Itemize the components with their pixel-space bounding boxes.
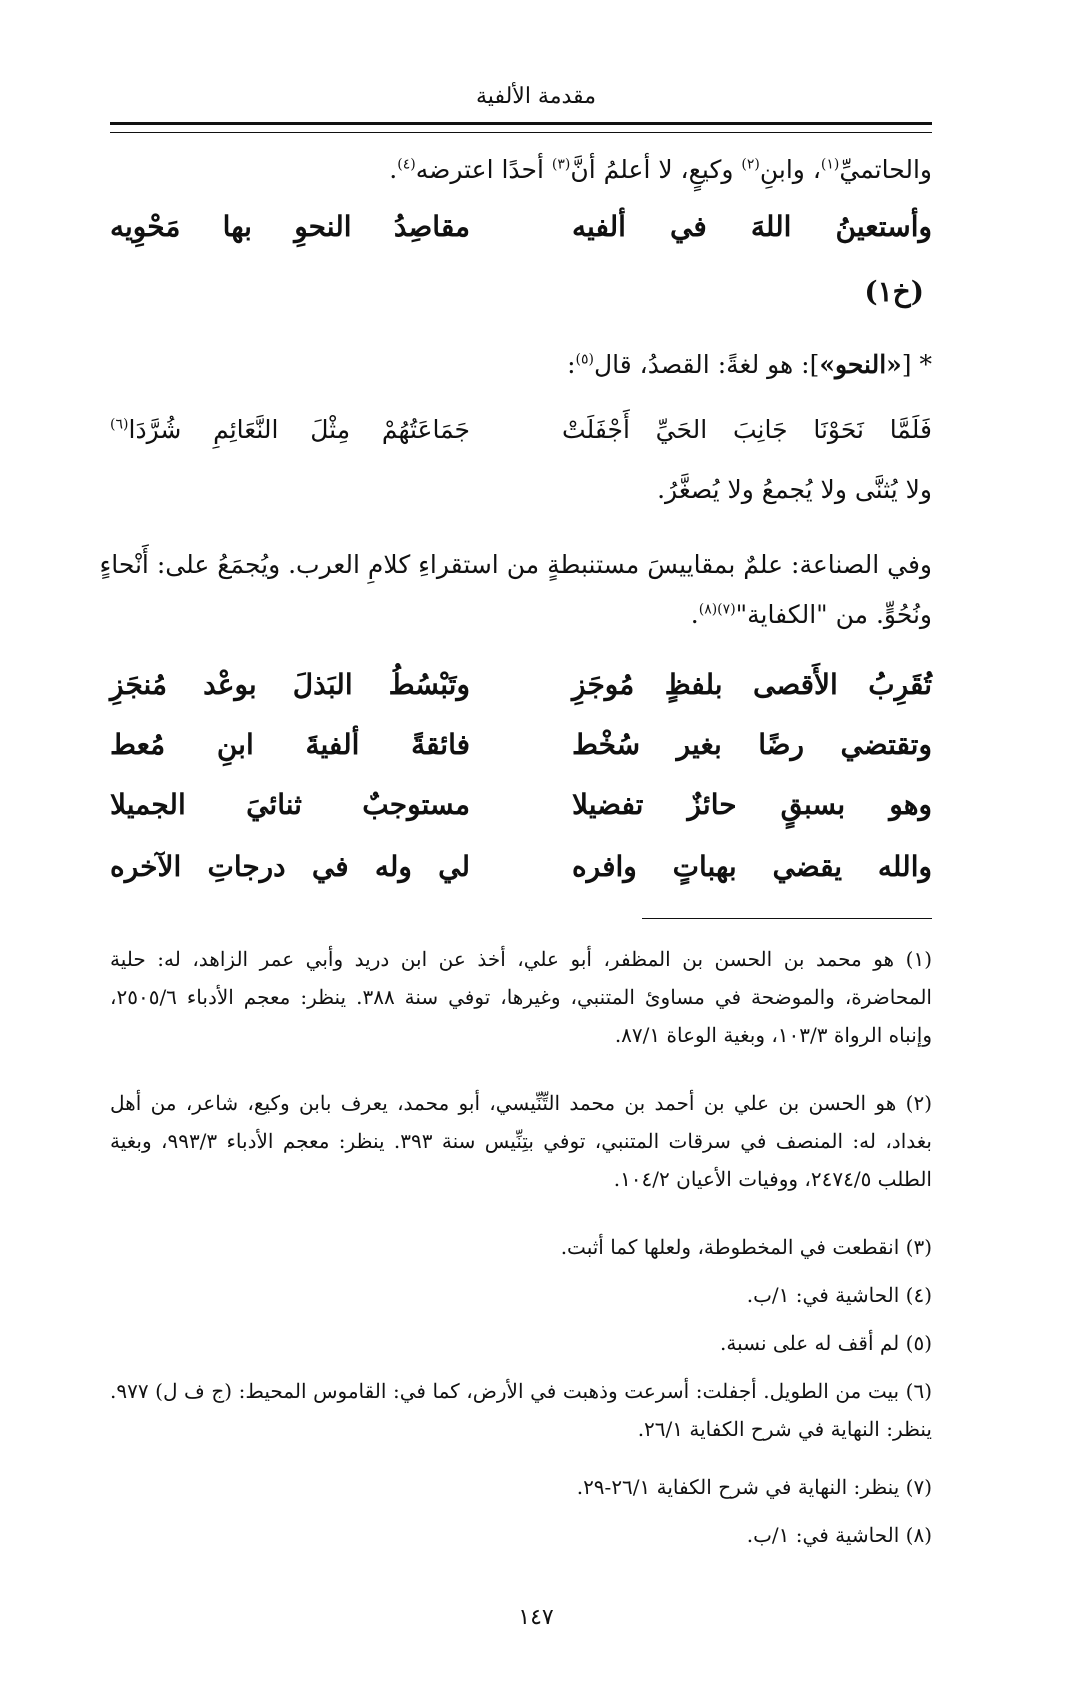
poem-second-hemistich [110,415,470,444]
verse-second-hemistich [110,850,470,883]
verse-word: الأَقصى [753,668,838,701]
verse-word: وهو [889,788,932,821]
verse-word: ألفيه [572,210,626,243]
verse-first-hemistich [572,788,932,821]
gloss-star: * [ [901,350,932,379]
verse-word: اللهَ [750,210,792,243]
poem-word: النَّعَائِمِ [213,415,279,444]
footnote: (١) هو محمد بن الحسن بن المظفر، أبو علي، أخذ عن ابن دريد وأبي عمر الزاهد، له: حلية المحاضرة، والموضحة في مساوئ المتنبي، وغيرها، توفي سنة ٣٨٨. ينظر: معجم الأدباء ٢٥٠٥/٦، وإنباه الرواة ١٠٣/٣، وبغية الوعاة ٨٧/١. [110,947,932,1047]
verse-word: بها [222,210,252,243]
verse-word: البَذلَ [292,668,353,701]
header-rule-thin [110,132,932,133]
verse-line [110,788,932,821]
verse-word: بسبقٍ [780,788,846,821]
verse-first-hemistich [572,850,932,883]
definition-end: . [690,600,699,629]
footnote: (٤) الحاشية في: ١/ب. [746,1283,932,1307]
running-header: مقدمة الألفية [476,84,596,109]
poem-line [110,415,932,444]
intro-text-3: وكيعٍ، لا أعلمُ أنَّ [570,155,742,184]
poem-word: نَحَوْنَا [813,415,864,444]
verse-word: مُعط [110,728,166,761]
verse-word: وتقتضي [840,728,932,761]
definition-text: ونُحُوٍّ. من "الكفاية" [735,600,932,629]
page-number: ١٤٧ [518,1605,554,1630]
verse-word: ابنِ [216,728,254,761]
footnote: (٦) بيت من الطويل. أجفلت: أسرعت وذهبت في الأرض، كما في: القاموس المحيط: (ج ف ل) ٩٧٧. ينظر: النهاية في شرح الكفاية ٢٦/١. [110,1379,932,1441]
poem-word: جَمَاعَتُهُمْ [381,415,470,444]
gloss-line [110,345,932,385]
verse-word: وتَبْسُطُ [388,668,470,701]
verse-word: النحوِ [294,210,352,243]
verse-word: رضًا [758,728,805,761]
verse-word: مُنجَزِ [110,668,167,701]
verse-word: تفضيلا [572,788,644,821]
verse-word: بلفظٍ [664,668,723,701]
gloss-term: «النحو» [819,350,902,379]
verse-word: الآخره [110,850,182,883]
verse-line [110,728,932,761]
verse-line [110,668,932,701]
verse-word: يقضي [772,850,843,883]
poem-word: جَانِبَ [732,415,788,444]
verse-word: ثنائيَ [246,788,302,821]
after-poem-line: ولا يُثنَّى ولا يُجمعُ ولا يُصغَّرُ. [657,475,932,504]
poem-word: فَلَمَّا [889,415,932,444]
poem-word: شُرَّدَا$^{(٦)}$ [110,415,182,444]
footnote: (٥) لم أقف له على نسبة. [720,1331,932,1355]
verse-1-second-hemistich [110,210,470,243]
verse-word: بغير [676,728,722,761]
verse-word: مقاصِدُ [393,210,470,243]
verse-word: فائقةً [411,728,470,761]
verse-word: في [311,850,349,883]
intro-end: . [389,155,398,184]
verse-word: مستوجبٌ [362,788,470,821]
verse-first-hemistich [572,728,932,761]
gloss-text: ]: هو لغةً: القصدُ، قال [593,350,820,379]
verse-word: مُوجَزِ [572,668,635,701]
note-ref-7-8: (٧)(٨) [698,601,736,618]
verse-word: وأستعينُ [835,210,932,243]
note-ref-3: (٣) [551,156,571,173]
footnote: (٣) انقطعت في المخطوطة، ولعلها كما أثبت. [560,1235,932,1259]
note-ref-5: (٥) [575,351,594,368]
verse-word: بوعْد [203,668,257,701]
poem-word: مِثْلَ [310,415,351,444]
note-ref-2: (٢) [741,156,760,173]
definition-line-2 [110,595,932,635]
note-ref-4: (٤) [397,156,416,173]
verse-word: لي [438,850,470,883]
definition-line-1: وفي الصناعة: علمٌ بمقاييسَ مستنبطةٍ من استقراءِ كلامِ العرب. ويُجمَعُ على: أَنْحاءٍ [99,550,932,579]
verse-line-1 [110,210,932,243]
verse-first-hemistich [572,668,932,701]
verse-word: مَحْوِيه [110,210,181,243]
intro-text-4: أحدًا اعترضه [415,155,552,184]
poem-word: أَجْفَلَتْ [562,415,630,444]
verse-word: وله [374,850,412,883]
verse-word: سُخْط [572,728,641,761]
poem-first-hemistich [562,415,932,444]
header-rule-thick [110,122,932,125]
manuscript-code: (خ١) [864,275,924,308]
verse-word: وافره [572,850,637,883]
verse-word: الجميلا [110,788,186,821]
intro-text-2: ، وابنِ [759,155,821,184]
note-ref-6: (٦) [110,416,129,433]
verse-word: ألفيةَ [305,728,360,761]
footnote: (٧) ينظر: النهاية في شرح الكفاية ٢٦/١-٢٩. [576,1475,932,1499]
verse-second-hemistich [110,788,470,821]
verse-word: بهباتٍ [672,850,737,883]
verse-word: في [670,210,707,243]
verse-second-hemistich [110,668,470,701]
verse-1-first-hemistich [572,210,932,243]
intro-line [110,150,932,190]
intro-text-1: والحاتميِّ [839,155,932,184]
gloss-colon: : [567,350,576,379]
footnote: (٨) الحاشية في: ١/ب. [746,1523,932,1547]
footnote: (٢) هو الحسن بن علي بن أحمد بن محمد التِّنِّيسي، أبو محمد، يعرف بابن وكيع، شاعر، من أهل بغداد، له: المنصف في سرقات المتنبي، توفي بتِنِّيس سنة ٣٩٣. ينظر: معجم الأدباء ٩٩٣/٣، وبغية الطلب ٢٤٧٤/٥، ووفيات الأعيان ١٠٤/٢. [110,1091,932,1191]
verse-second-hemistich [110,728,470,761]
verse-line [110,850,932,883]
verse-word: تُقَرِبُ [868,668,932,701]
verse-word: درجاتِ [207,850,286,883]
footnote-separator [642,918,932,919]
verse-word: حائزٌ [687,788,737,821]
verse-word: والله [877,850,932,883]
note-ref-1: (١) [820,156,840,173]
poem-word: الحَيِّ [655,415,708,444]
